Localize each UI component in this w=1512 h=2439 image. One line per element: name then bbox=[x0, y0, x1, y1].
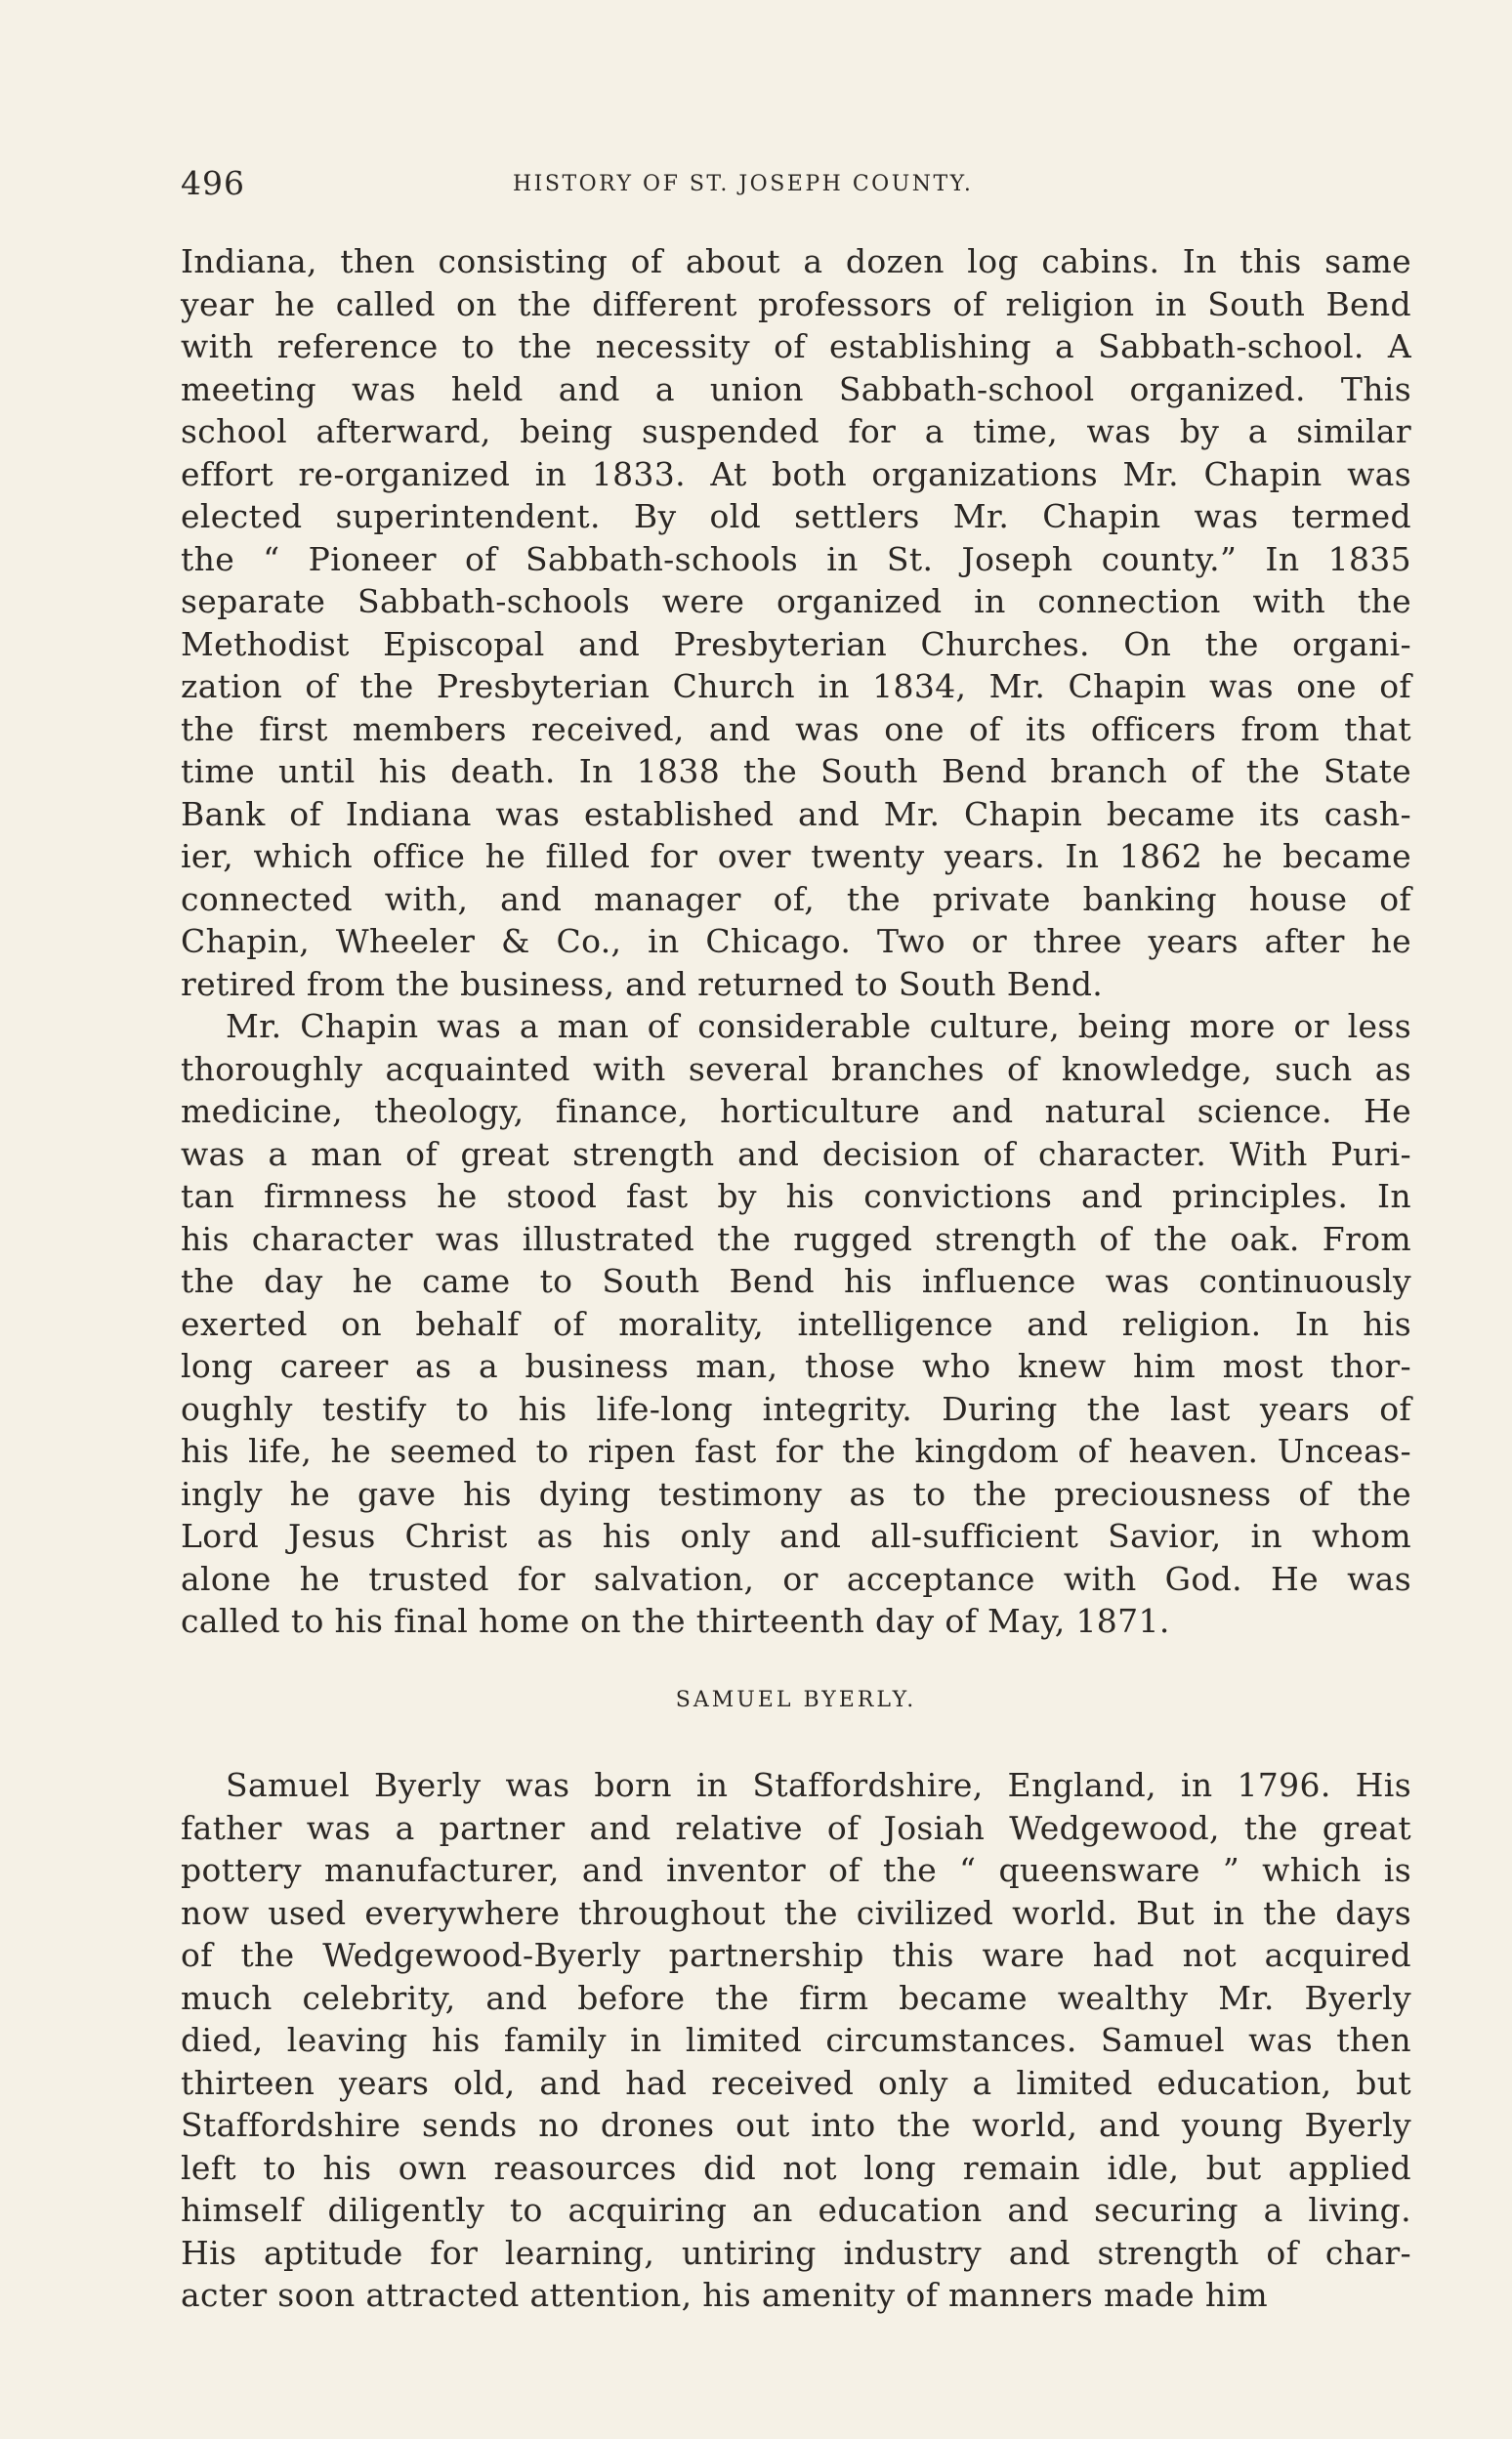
running-head: HISTORY OF ST. JOSEPH COUNTY. bbox=[513, 172, 974, 196]
text-line: now used everywhere throughout the civilized world. But in the days bbox=[181, 1893, 1411, 1932]
text-line: left to his own reasources did not long remain idle, but applied bbox=[181, 2148, 1411, 2187]
text-line: thirteen years old, and had received only a limited education, but bbox=[181, 2063, 1411, 2102]
text-line: Lord Jesus Christ as his only and all-sufficient Savior, in whom bbox=[181, 1517, 1411, 1555]
text-line: ier, which office he filled for over twenty years. In 1862 he became bbox=[181, 837, 1411, 875]
text-line: separate Sabbath-schools were organized in connection with the bbox=[181, 582, 1411, 620]
body-text bbox=[181, 240, 1411, 1643]
text-line: died, leaving his family in limited circumstances. Samuel was then bbox=[181, 2021, 1411, 2059]
text-line: Mr. Chapin was a man of considerable culture, being more or less bbox=[226, 1007, 1411, 1045]
text-line: exerted on behalf of morality, intelligence and religion. In his bbox=[181, 1304, 1411, 1343]
text-line: oughly testify to his life-long integrity. During the last years of bbox=[181, 1389, 1411, 1428]
text-line: his character was illustrated the rugged strength of the oak. From bbox=[181, 1219, 1411, 1258]
text-line: time until his death. In 1838 the South Bend branch of the State bbox=[181, 752, 1411, 790]
text-line: meeting was held and a union Sabbath-school organized. This bbox=[181, 369, 1411, 408]
text-line: effort re-organized in 1833. At both organizations Mr. Chapin was bbox=[181, 454, 1411, 493]
text-line: ingly he gave his dying testimony as to the preciousness of the bbox=[181, 1474, 1411, 1513]
text-line: medicine, theology, finance, horticulture and natural science. He bbox=[181, 1092, 1411, 1130]
section-heading: SAMUEL BYERLY. bbox=[675, 1688, 917, 1712]
text-line: acter soon attracted attention, his amenity of manners made him bbox=[181, 2276, 1269, 2314]
text-line: of the Wedgewood-Byerly partnership this ware had not acquired bbox=[181, 1936, 1411, 1974]
paragraph bbox=[181, 240, 1411, 1005]
text-line: zation of the Presbyterian Church in 1834, Mr. Chapin was one of bbox=[181, 667, 1411, 705]
text-line: Samuel Byerly was born in Staffordshire, England, in 1796. His bbox=[226, 1766, 1411, 1804]
text-line: himself diligently to acquiring an education and securing a living. bbox=[181, 2191, 1411, 2229]
text-line: long career as a business man, those who knew him most thor- bbox=[181, 1347, 1411, 1385]
text-line: Indiana, then consisting of about a dozen log cabins. In this same bbox=[181, 242, 1411, 280]
text-line: thoroughly acquainted with several branches of knowledge, such as bbox=[181, 1049, 1411, 1088]
text-line: the “ Pioneer of Sabbath-schools in St. Joseph county.” In 1835 bbox=[181, 539, 1411, 578]
text-line: school afterward, being suspended for a time, was by a similar bbox=[181, 412, 1411, 450]
page-header bbox=[181, 164, 1411, 207]
text-line: the first members received, and was one of its officers from that bbox=[181, 709, 1411, 748]
section-body-text bbox=[181, 1764, 1411, 2317]
page-number: 496 bbox=[181, 164, 245, 202]
text-line: called to his final home on the thirteenth day of May, 1871. bbox=[181, 1602, 1170, 1640]
text-line: elected superintendent. By old settlers Mr. Chapin was termed bbox=[181, 497, 1411, 535]
paragraph bbox=[181, 1005, 1411, 1643]
text-line: the day he came to South Bend his influence was continuously bbox=[181, 1262, 1411, 1300]
text-line: much celebrity, and before the firm became wealthy Mr. Byerly bbox=[181, 1978, 1411, 2017]
text-line: His aptitude for learning, untiring industry and strength of char- bbox=[181, 2233, 1411, 2272]
text-line: Staffordshire sends no drones out into the world, and young Byerly bbox=[181, 2106, 1411, 2144]
text-line: retired from the business, and returned to South Bend. bbox=[181, 964, 1104, 1003]
paragraph bbox=[181, 1764, 1411, 2317]
text-line: pottery manufacturer, and inventor of the “ queensware ” which is bbox=[181, 1851, 1411, 1889]
text-line: tan firmness he stood fast by his convictions and principles. In bbox=[181, 1177, 1411, 1215]
text-line: year he called on the different professors of religion in South Bend bbox=[181, 284, 1411, 323]
text-line: was a man of great strength and decision of character. With Puri- bbox=[181, 1134, 1411, 1173]
text-line: his life, he seemed to ripen fast for the kingdom of heaven. Unceas- bbox=[181, 1432, 1411, 1470]
text-line: Methodist Episcopal and Presbyterian Churches. On the organi- bbox=[181, 624, 1411, 663]
text-line: father was a partner and relative of Josiah Wedgewood, the great bbox=[181, 1808, 1411, 1847]
text-line: Bank of Indiana was established and Mr. Chapin became its cash- bbox=[181, 794, 1411, 833]
text-line: Chapin, Wheeler & Co., in Chicago. Two or three years after he bbox=[181, 922, 1411, 960]
text-line: with reference to the necessity of establishing a Sabbath-school. A bbox=[181, 327, 1411, 365]
text-line: connected with, and manager of, the private banking house of bbox=[181, 879, 1411, 918]
text-line: alone he trusted for salvation, or acceptance with God. He was bbox=[181, 1559, 1411, 1598]
